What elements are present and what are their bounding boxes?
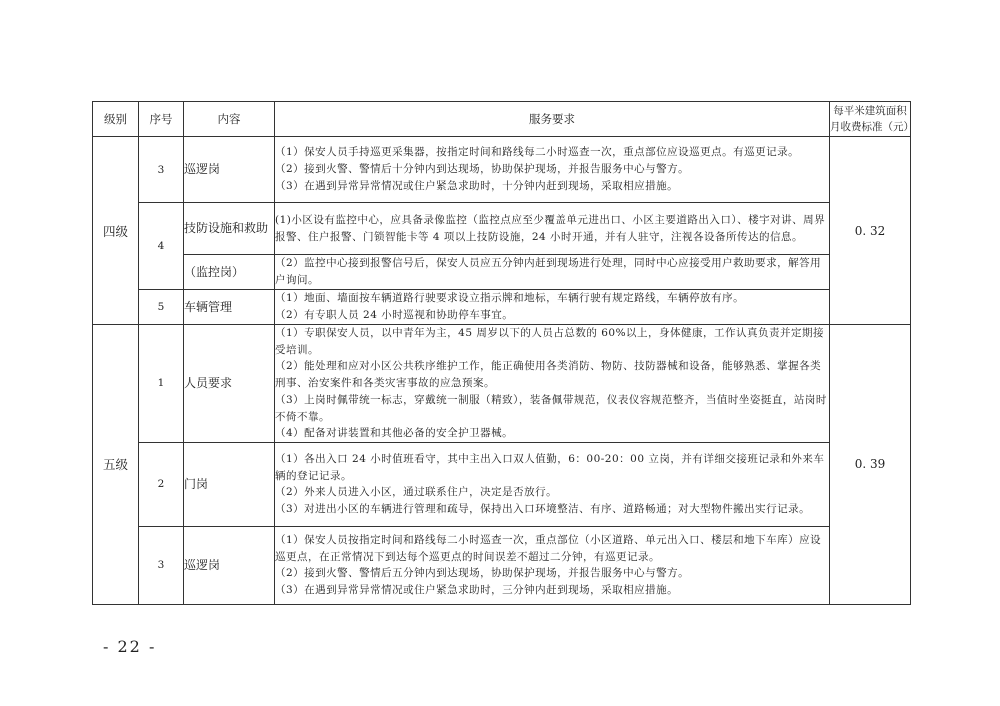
requirement-line: (1)小区设有监控中心，应具备录像监控（监控点应至少覆盖单元进出口、小区主要道路出入口）、楼宇对讲、周界报警、住户报警、门锁智能卡等 4 项以上技防设施，24 小时开通，并有人驻守，注视各设备所传达的信息。 [275, 213, 826, 243]
requirement-line: （3）对进出小区的车辆进行管理和疏导，保持出入口环境整洁、有序、道路畅通；对大型物件搬出实行记录。 [275, 503, 811, 516]
table-header-row [93, 102, 911, 137]
requirement-line: （2）接到火警、警情后十分钟内到达现场，协助保护现场，并报告服务中心与警方。 [275, 163, 690, 176]
table-row [93, 290, 911, 325]
table-row [93, 137, 911, 203]
requirement-line: （2）监控中心接到报警信号后，保安人员应五分钟内赶到现场进行处理，同时中心应接受用户救助要求，解答用户询问。 [275, 257, 822, 286]
requirement-line: （2）接到火警、警情后五分钟内到达现场，协助保护现场，并报告服务中心与警方。 [275, 567, 690, 580]
seq-cell: 3 [139, 526, 184, 604]
header-level: 级别 [93, 102, 139, 137]
fee-cell: 0. 32 [830, 137, 911, 325]
requirements-cell [275, 255, 830, 290]
requirements-cell [275, 203, 830, 255]
service-standards-table [92, 101, 914, 605]
requirement-line: （1）地面、墙面按车辆道路行驶要求设立指示牌和地标，车辆行驶有规定路线，车辆停放有序。 [275, 292, 745, 305]
content-cell: 车辆管理 [184, 290, 275, 325]
content-cell: 巡逻岗 [184, 137, 275, 203]
table-row [93, 325, 911, 443]
header-requirements: 服务要求 [275, 102, 830, 137]
seq-cell: 3 [139, 137, 184, 203]
table-row [93, 526, 911, 604]
level-cell: 四级 [93, 137, 139, 325]
seq-cell: 1 [139, 325, 184, 443]
seq-cell: 5 [139, 290, 184, 325]
seq-cell: 2 [139, 442, 184, 526]
requirement-line: （1）保安人员手持巡更采集器，按指定时间和路线每二小时巡查一次，重点部位应设巡更点。有巡更记录。 [275, 146, 800, 159]
requirement-line: （2）有专职人员 24 小时巡视和协助停车事宜。 [275, 309, 514, 321]
seq-cell: 4 [139, 203, 184, 290]
level-cell: 五级 [93, 325, 139, 605]
requirement-line: （1）保安人员按指定时间和路线每二小时巡查一次，重点部位（小区道路、单元出入口、楼层和地下车库）应设巡更点，在正常情况下到达每个巡更点的时间误差不超过二分钟，有巡更记录。 [275, 534, 822, 563]
requirements-cell [275, 290, 830, 325]
requirement-line: （3）在遇到异常异常情况或住户紧急求助时，十分钟内赶到现场，采取相应措施。 [275, 179, 679, 192]
requirement-line: （1）专职保安人员，以中青年为主，45 周岁以下的人员占总数的 60%以上，身体健康，工作认真负责并定期接受培训。 [275, 327, 825, 356]
header-seq: 序号 [139, 102, 184, 137]
table-row [93, 203, 911, 255]
header-fee-line2: 月收费标准（元） [830, 121, 914, 133]
table-row [93, 255, 911, 290]
requirements-cell [275, 137, 830, 203]
content-cell: （监控岗） [184, 255, 275, 290]
content-cell: 巡逻岗 [184, 526, 275, 604]
requirement-line: （2）外来人员进入小区，通过联系住户，决定是否放行。 [275, 486, 558, 499]
requirement-line: （3）在遇到异常异常情况或住户紧急求助时，三分钟内赶到现场，采取相应措施。 [275, 584, 679, 597]
header-content: 内容 [184, 102, 275, 137]
requirement-line: （1）各出入口 24 小时值班看守，其中主出入口双人值勤，6：00-20：00 立岗，并有详细交接班记录和外来车辆的登记记录。 [275, 453, 825, 482]
requirements-cell [275, 325, 830, 443]
fee-cell: 0. 39 [830, 325, 911, 605]
requirements-cell [275, 442, 830, 526]
content-cell: 门岗 [184, 442, 275, 526]
content-cell: 人员要求 [184, 325, 275, 443]
header-fee-line1: 每平米建筑面积 [833, 105, 907, 117]
header-fee [830, 102, 914, 137]
table-row [93, 442, 911, 526]
requirement-line: （3）上岗时佩带统一标志，穿戴统一制服（精致），装备佩带规范，仪表仪容规范整齐，当值时坐姿挺直，站岗时不倚不靠。 [275, 393, 827, 423]
page-number: - 22 - [103, 637, 157, 656]
content-cell: 技防设施和救助 [184, 203, 275, 255]
requirement-line: （2）能处理和应对小区公共秩序维护工作，能正确使用各类消防、物防、技防器械和设备，能够熟悉、掌握各类刑事、治安案件和各类灾害事故的应急预案。 [275, 360, 822, 390]
requirements-cell [275, 526, 830, 604]
requirement-line: （4）配备对讲装置和其他必备的安全护卫器械。 [275, 427, 514, 440]
